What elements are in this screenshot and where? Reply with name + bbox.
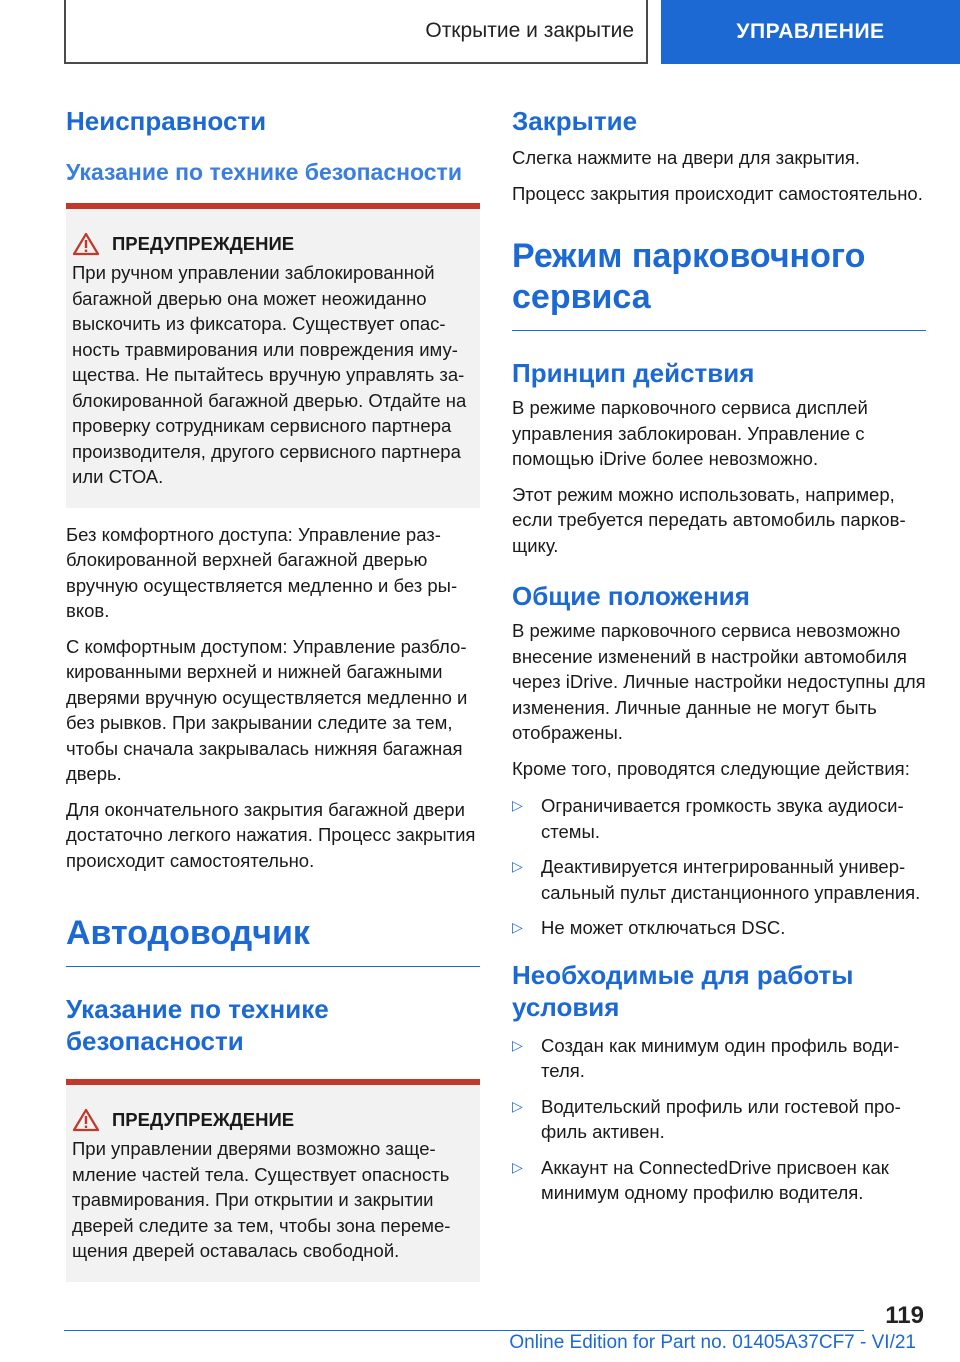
heading-general: Общие положения [512,581,750,611]
paragraph-principle-2: Этот режим можно использовать, например, если требуется передать автомобиль парковщику. [512,483,906,556]
list-item: ▷ Создан как минимум один профиль водителя. [512,1033,926,1084]
warning-box [66,1085,480,1282]
bullet-triangle-icon: ▷ [512,1097,523,1114]
actions-list [512,793,926,941]
list-item: ▷ Деактивируется интегрированный универсальный пульт дистанционного управления. [512,854,926,905]
page-number: 119 [885,1302,924,1329]
paragraph-general-1: В режиме парковочного сервиса невозможно внесение изменений в настройки автомобиля через iDrive. Личные настройки недоступны для изменения. Личные данные не могут быть отображены. [512,620,926,743]
bullet-triangle-icon: ▷ [512,1158,523,1175]
list-item: ▷ Не может отключаться DSC. [512,915,926,941]
heading-soft-close: Автодоводчик [66,914,310,952]
paragraph-no-comfort-access: Без комфортного доступа: Управление разблокированной верхней багажной дверью вручную осуществляется медленно и без рывков. [66,523,458,621]
list-item: ▷ Аккаунт на ConnectedDrive присвоен как минимум одному профилю водителя. [512,1155,926,1206]
heading-malfunctions: Неисправности [66,106,267,136]
heading-safety-note: Указание по технике безопасности [66,159,462,185]
warning-title [72,1107,468,1132]
bullet-triangle-icon: ▷ [512,1036,523,1053]
paragraph-final-closing: Для окончательного закрытия багажной двери достаточно легкого нажатия. Процесс закрытия происходит самостоятельно. [66,798,476,871]
paragraph-principle-1: В режиме парковочного сервиса дисплей управления заблокирован. Управление с помощью iDrive более невозможно. [512,397,868,469]
list-item: ▷ Водительский профиль или гостевой профиль активен. [512,1094,926,1145]
footer-edition: Online Edition for Part no. 01405A37CF7 - VI/21 [509,1332,916,1353]
heading-safety-note-2: Указание по технике безопасности [66,994,329,1056]
header-section-title: Открытие и закрытие [425,19,634,42]
paragraph-closing-auto: Процесс закрытия происходит самостоятельно. [512,182,923,204]
bullet-triangle-icon: ▷ [512,919,523,935]
list-item: ▷ Ограничивается громкость звука аудиосистемы. [512,793,926,844]
heading-closing: Закрытие [512,106,638,136]
heading-principle: Принцип действия [512,358,755,388]
warning-text: При управлении дверями возможно защемление частей тела. Существует опасность травмирования. При открытии и закрытии дверей следите за тем, чтобы зона перемещения дверей оставалась свободной. [72,1138,451,1261]
divider [512,330,926,331]
bullet-triangle-icon: ▷ [512,797,523,813]
warning-title-text: ПРЕДУПРЕЖДЕНИЕ [112,1109,295,1130]
header-chapter-title: УПРАВЛЕНИЕ [736,20,885,43]
right-column [512,100,926,1216]
header-chapter-tab [661,0,960,64]
warning-title-text: ПРЕДУПРЕЖДЕНИЕ [112,233,295,254]
warning-triangle-icon [72,1108,100,1132]
warning-title [72,231,468,256]
warning-triangle-icon [72,232,100,256]
divider [66,966,480,967]
warning-text: При ручном управлении заблокированной багажной дверью она может неожиданно выскочить из фиксатора. Существует опасность травмирования или повреждения имущества. Не пытайтесь вручную управлять заблокированной багажной дверью. Отдайте на проверку сотрудникам сервисного партнера производителя, другого сервисного партнера или СТОА. [72,262,467,487]
header-section-tab [64,0,648,64]
heading-conditions: Необходимые для работы условия [512,959,854,1022]
paragraph-comfort-access: С комфортным доступом: Управление разблокированными верхней и нижней багажными дверями вручную осуществляется медленно и без рывков. При закрывании следите за тем, чтобы сначала закрывалась нижняя багажная дверь. [66,635,468,784]
footer-divider [64,1330,864,1331]
heading-valet-mode: Режим парковочного сервиса [512,237,866,316]
paragraph-closing-press: Слегка нажмите на двери для закрытия. [512,147,861,168]
warning-box [66,209,480,508]
left-column [66,100,480,1282]
paragraph-general-2: Кроме того, проводятся следующие действия: [512,757,910,779]
conditions-list [512,1033,926,1206]
bullet-triangle-icon: ▷ [512,858,523,874]
